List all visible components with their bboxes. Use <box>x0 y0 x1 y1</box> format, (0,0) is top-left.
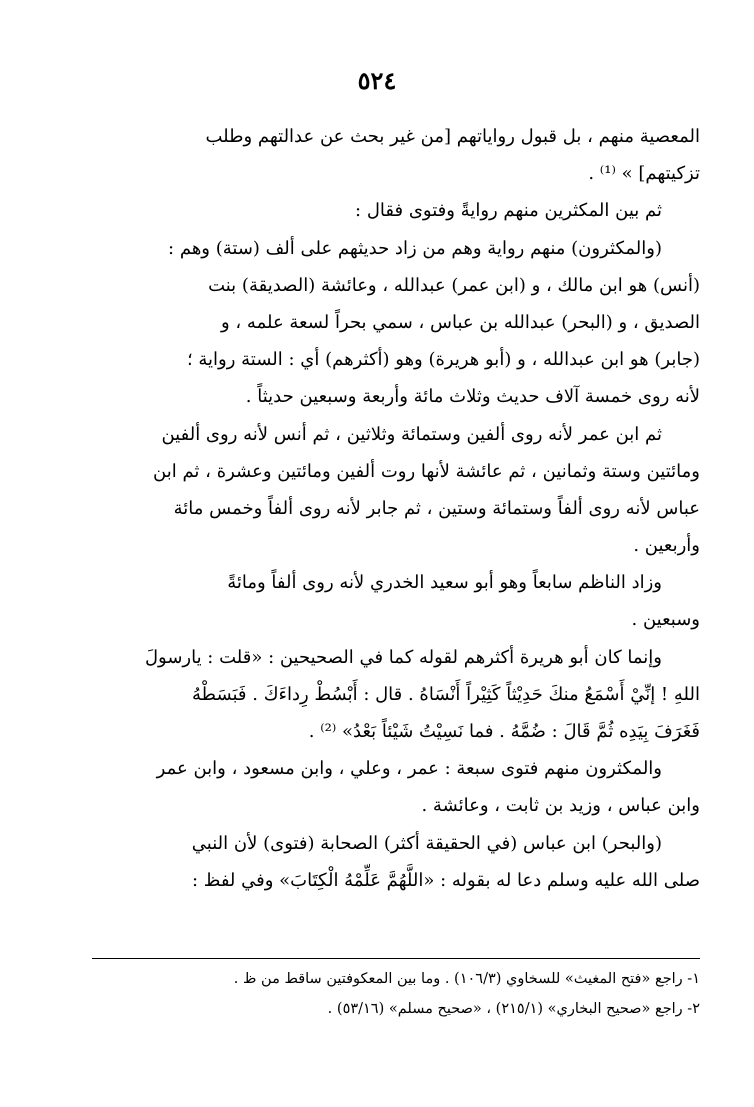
text-line: وزاد الناظم سابعاً وهو أبو سعيد الخدري لأنه روى ألفاً ومائةً <box>227 572 662 594</box>
text-line: لأنه روى خمسة آلاف حديث وثلاث مائة وأربعة وسبعين حديثاً . <box>245 386 700 408</box>
text-line: المعصية منهم ، بل قبول رواياتهم [من غير بحث عن عدالتهم وطلب <box>205 126 700 147</box>
page-number: ٥٢٤ <box>357 66 397 95</box>
footnote-2: ٢- راجع «صحيح البخاري» (٢١٥/١) ، «صحيح مسلم» (٥٣/١٦) . <box>327 1001 700 1017</box>
text-line: وسبعين . <box>631 609 700 631</box>
text-line: ومائتين وستة وثمانين ، ثم عائشة لأنها روت ألفين ومائتين وعشرة ، ثم ابن <box>153 460 700 482</box>
text-line: ثم ابن عمر لأنه روى ألفين وستمائة وثلاثين ، ثم أنس لأنه روى ألفين <box>161 423 662 445</box>
footnotes <box>92 964 700 1024</box>
text-line: الصديق ، و (البحر) عبدالله بن عباس ، سمي بحراً لسعة علمه ، و <box>220 311 700 333</box>
text-line: ثم بين المكثرين منهم روايةً وفتوى فقال : <box>355 200 662 222</box>
text-line: عباس لأنه روى ألفاً وستمائة وستين ، ثم جابر لأنه روى ألفاً وخمس مائة <box>173 497 700 519</box>
text-line: تزكيتهم] » ⁽¹⁾ . <box>588 163 700 185</box>
text-line: وإنما كان أبو هريرة أكثرهم لقوله كما في الصحيحين : «قلت : يارسولَ <box>144 646 662 668</box>
text-line: وابن عباس ، وزيد بن ثابت ، وعائشة . <box>421 795 700 817</box>
text-line: (أنس) هو ابن مالك ، و (ابن عمر) عبدالله ، وعائشة (الصديقة) بنت <box>208 274 700 296</box>
text-line: صلى الله عليه وسلم دعا له بقوله : «اللَّهُمَّ عَلِّمْهُ الْكِتَابَ» وفي لفظ : <box>191 869 700 891</box>
main-text <box>92 118 700 899</box>
footnote-divider <box>92 958 700 959</box>
text-line: فَغَرَفَ بِيَدِه ثُمَّ قَالَ : ضُمَّهُ . فما نَسِيْتُ شَيْئاً بَعْدُ» ⁽²⁾ . <box>308 721 700 742</box>
footnote-1: ١- راجع «فتح المغيث» للسخاوي (١٠٦/٣) . وما بين المعكوفتين ساقط من ظ . <box>233 971 700 987</box>
text-line: اللهِ ! إنِّيْ أَسْمَعُ منكَ حَدِيْثاً كَثِيْراً أَنْسَاهُ . قال : أَبْسُطْ رِداءَكَ . فَبَسَطْهُ <box>192 683 700 705</box>
text-line: (والبحر) ابن عباس (في الحقيقة أكثر) الصحابة (فتوى) لأن النبي <box>191 832 662 854</box>
text-line: والمكثرون منهم فتوى سبعة : عمر ، وعلي ، وابن مسعود ، وابن عمر <box>156 758 662 780</box>
text-line: (والمكثرون) منهم رواية وهم من زاد حديثهم على ألف (ستة) وهم : <box>168 237 662 259</box>
text-line: (جابر) هو ابن عبدالله ، و (أبو هريرة) وهو (أكثرهم) أي : الستة رواية ؛ <box>186 349 700 371</box>
text-line: وأربعين . <box>633 535 700 557</box>
